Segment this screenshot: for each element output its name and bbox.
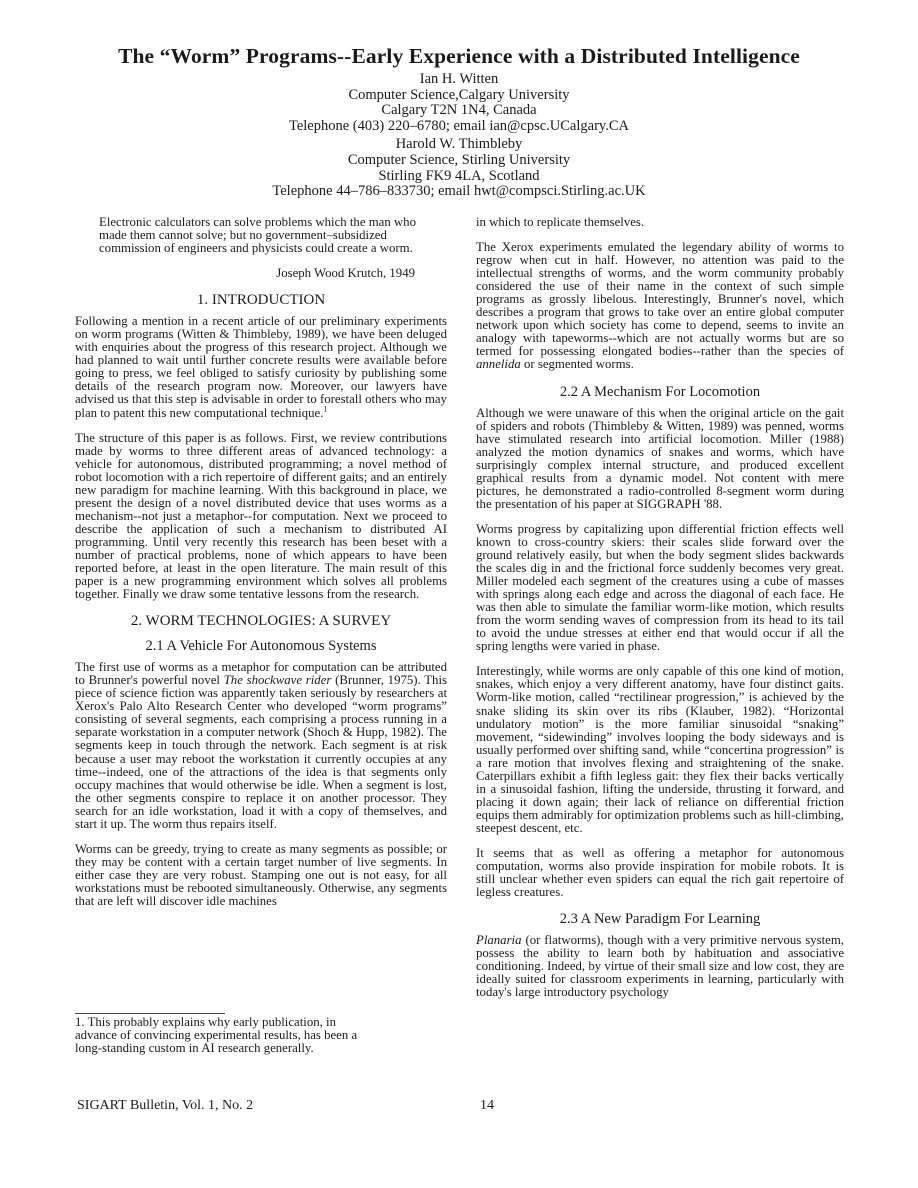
- right-column: [476, 216, 844, 1011]
- footnote-marker: 1: [323, 404, 328, 414]
- footnote: [75, 1013, 375, 1056]
- left-column: [75, 216, 447, 920]
- paragraph-text: Following a mention in a recent article of our preliminary experiments on worm programs (Witten & Thimbleby, 1989), we have been deluged with enquiries about the progress of this research project. Although we had planned to wait until further concrete results were available before going to press, we feel obliged to satisfy curiosity by publishing some details of the research program now. Moreover, our lawyers have advised us that this step is advisable in order to forestall others who may plan to patent this new computational technique.: [75, 314, 447, 420]
- paragraph-text: The first use of worms as a metaphor for computation can be attributed to Brunner's powerful novel: [75, 660, 447, 688]
- paragraph: [75, 315, 447, 419]
- paragraph: Although we were unaware of this when the original article on the gait of spiders and robots (Thimbleby & Witten, 1989) was penned, worms have stimulated research into artificial locomotion. Miller (1988) analyzed the motion dynamics of snakes and worms, which have surprisingly complex internal structure, and produced excellent graphical results from a dynamic model. Not content with mere pictures, he demonstrated a radio-controlled 8-segment worm during the presentation of his paper at SIGGRAPH '88.: [476, 405, 844, 511]
- paragraph-text: (or flatworms), though with a very primitive nervous system, possess the ability to learn both by habituation and associative conditioning. Indeed, by virtue of their small size and low cost, they are ideally suited for classroom experiments in learning, particularly with today's large introductory psychology: [476, 933, 844, 1000]
- subsection-heading-locomotion: 2.2 A Mechanism For Locomotion: [559, 383, 761, 400]
- paragraph: Worms can be greedy, trying to create as many segments as possible; or they may be content with a certain target number of live segments. In either case they are very robust. Stamping one out is not easy, for all workstations must be rebooted simultaneously. Otherwise, any segments that are left will discover idle machines: [75, 841, 447, 908]
- book-title: The shockwave rider: [223, 673, 332, 688]
- italic-term: Planaria: [476, 933, 522, 948]
- author-dept: Computer Science, Stirling University: [347, 151, 571, 168]
- author-list: [0, 72, 918, 203]
- journal-footer: SIGART Bulletin, Vol. 1, No. 2: [77, 1098, 254, 1113]
- paragraph: It seems that as well as offering a metaphor for autonomous computation, worms also provide inspiration for mobile robots. It is still unclear whether even spiders can equal the rich gait repertoire of legless creatures.: [476, 845, 844, 900]
- italic-term: annelida: [476, 357, 521, 372]
- section-heading-introduction: 1. INTRODUCTION: [196, 292, 326, 309]
- author-block: [0, 137, 918, 199]
- paragraph-text: or segmented worms.: [520, 357, 634, 372]
- paragraph: [476, 934, 844, 999]
- paragraph: in which to replicate themselves.: [476, 215, 645, 229]
- paragraph: [75, 661, 447, 831]
- paragraph-text: (Brunner, 1975). This piece of science fiction was apparently taken seriously by researchers at Xerox's Palo Alto Research Center who developed “worm programs” consisting of several segments, each comprising a process running in a separate workstation in a computer network (Shoch & Hupp, 1982). The segments keep in touch through the network. Each segment is at risk because a user may reboot the workstation it currently occupies at any time--indeed, one of the attractions of the idea is that segments only occupy machines that would otherwise be idle. When a segment is lost, the other segments conspire to replace it on another processor. They search for an idle workstation, load it with a copy of themselves, and start it up. The worm thus repairs itself.: [75, 673, 447, 831]
- page-number: 14: [480, 1098, 494, 1113]
- section-heading-survey: 2. WORM TECHNOLOGIES: A SURVEY: [130, 613, 392, 630]
- author-contact: Telephone 44–786–833730; email hwt@compsci.Stirling.ac.UK: [272, 183, 646, 200]
- epigraph-attribution: Joseph Wood Krutch, 1949: [276, 266, 415, 281]
- paragraph: Interestingly, while worms are only capable of this one kind of motion, snakes, which enjoy a very different anatomy, have four distinct gaits. Worm-like motion, called “rectilinear progression,” is achieved by the snake sliding its skin over its ribs (Klauber, 1982). “Horizontal undulatory motion” is the more familiar sinusoidal “snaking” movement, “sidewinding” involves looping the body sideways and is usually performed over shifting sand, while “concertina progression” is a rare motion that involves flexing and straightening of the snake. Caterpillars exhibit a fifth legless gait: they flex their backs vertically in a sinusoidal fashion, lifting the underside, thrusting it forward, and placing it down again; their lack of reliance on differential friction equips them admirably for optimization problems such as hill-climbing, steepest descent, etc.: [476, 664, 844, 835]
- footnote-rule: [75, 1013, 225, 1014]
- author-address: Calgary T2N 1N4, Canada: [381, 102, 537, 119]
- author-dept: Computer Science,Calgary University: [348, 86, 570, 103]
- author-address: Stirling FK9 4LA, Scotland: [378, 167, 540, 184]
- author-name: Harold W. Thimbleby: [395, 136, 523, 153]
- author-name: Ian H. Witten: [419, 71, 499, 87]
- paragraph: Worms progress by capitalizing upon differential friction effects well known to cross-country skiers: their scales slide forward over the ground relatively easily, but when the body segment slides backwards the scales dig in and the frictional force suddenly becomes very great. Miller modeled each segment of the creatures using a cube of masses with springs along each edge and across the diagonal of each face. He was then able to simulate the familiar worm-like motion, which results from the worm sending waves of compression from its head to its tail to avoid the undue stresses at either end that would occur if all the spring lengths were varied in phase.: [476, 521, 844, 654]
- paragraph-text: The Xerox experiments emulated the legendary ability of worms to regrow when cut in half. However, no attention was paid to the intellectual strengths of worms, and the worm community probably considered the use of their name in the context of such simple programs as grossly libelous. Interestingly, Brunner's novel, which describes a program that grows to take over an entire global computer network upon which society has come to depend, seems to invite an analogy with tapeworms--which are not actually worms but are so termed for possessing elongated bodies--rather than the species of: [476, 240, 844, 359]
- footnote-text: 1. This probably explains why early publication, in advance of convincing experimental results, has been a long-standing custom in AI research generally.: [75, 1015, 358, 1056]
- paragraph: [476, 241, 844, 371]
- author-block: [0, 72, 918, 134]
- subsection-heading-autonomous: 2.1 A Vehicle For Autonomous Systems: [145, 638, 377, 655]
- subsection-heading-learning: 2.3 A New Paradigm For Learning: [559, 911, 761, 928]
- paper-title: The “Worm” Programs--Early Experience with a Distributed Intelligence: [118, 44, 800, 68]
- epigraph-text: Electronic calculators can solve problems which the man who made them cannot solve; but no government–subsidized commission of engineers and physicists could create a worm.: [99, 215, 416, 256]
- paragraph: The structure of this paper is as follows. First, we review contributions made by worms to three different areas of advanced technology: a vehicle for autonomous, distributed programming; a novel method of robot locomotion with a rich repertoire of different gaits; and an entirely new paradigm for machine learning. With this background in place, we present the design of a novel distributed device that uses worms as a mechanism--not just a metaphor--for computation. Next we proceed to describe the application of such a mechanism to distributed AI programming. Until very recently this research has been beset with a number of practical problems, none of which appears to have been reported before, at least in the open literature. The main result of this paper is a new programming environment which solves all problems together. Finally we draw some tentative lessons from the research.: [75, 430, 447, 602]
- author-contact: Telephone (403) 220–6780; email ian@cpsc.UCalgary.CA: [289, 117, 629, 134]
